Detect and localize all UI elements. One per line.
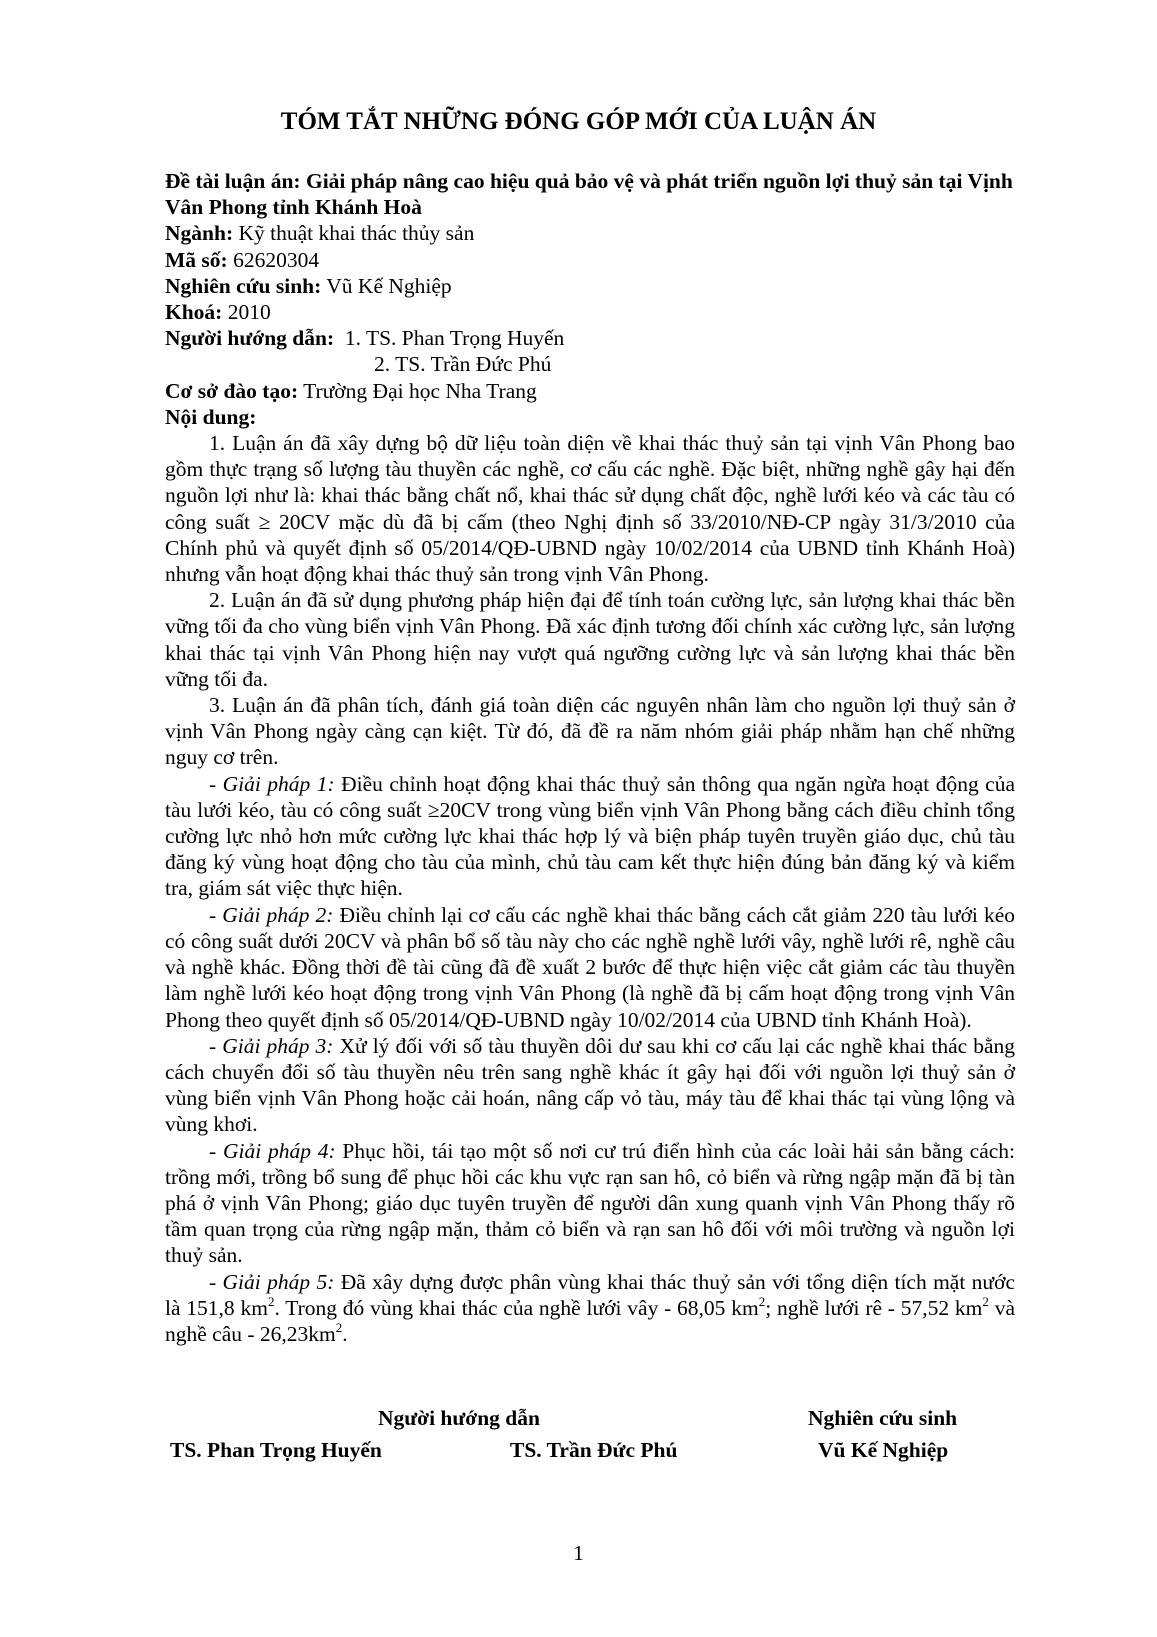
- solution-5-text-d: và nghề câu - 26,23km: [165, 1295, 1015, 1346]
- advisor-field-2: [165, 351, 1015, 377]
- page-title: TÓM TẮT NHỮNG ĐÓNG GÓP MỚI CỦA LUẬN ÁN: [280, 108, 877, 135]
- solution-2: [165, 902, 1015, 1033]
- topic-label: Đề tài luận án:: [165, 169, 301, 193]
- solution-5-text-e: .: [342, 1321, 348, 1346]
- institution-value: Trường Đại học Nha Trang: [303, 378, 537, 403]
- student-value: Vũ Kế Nghiệp: [326, 273, 452, 298]
- major-label: Ngành:: [165, 221, 234, 246]
- solution-4: [165, 1138, 1015, 1269]
- course-value: 2010: [227, 300, 271, 325]
- solution-3-text: Xử lý đối với số tàu thuyền dôi dư sau khi cơ cấu lại các nghề khai thác bằng cách chuyển đổi số tàu thuyền nêu trên sang nghề khác ít gây hại đối với nguồn lợi thuỷ sản ở vùng biển vịnh Vân Phong hoặc cải hoán, nâng cấp vỏ tàu, máy tàu để khai thác tại vùng lộng và vùng khơi.: [165, 1033, 1015, 1137]
- solution-1-label: - Giải pháp 1:: [209, 771, 335, 796]
- solution-5-text-b: . Trong đó vùng khai thác của nghề lưới vây - 68,05 km: [274, 1295, 759, 1320]
- solution-4-label: - Giải pháp 4:: [209, 1138, 336, 1163]
- topic-text: Giải pháp nâng cao hiệu quả bảo vệ và phát triển nguồn lợi thuỷ sản tại Vịnh Vân Phong tỉnh Khánh Hoà: [165, 169, 1013, 220]
- student-label: Nghiên cứu sinh:: [165, 273, 322, 298]
- solution-5-text-a: Đã xây dựng được phân vùng khai thác thuỷ sản với tổng diện tích mặt nước là 151,8 km: [165, 1269, 1015, 1320]
- paragraph-1: 1. Luận án đã xây dựng bộ dữ liệu toàn diện về khai thác thuỷ sản tại vịnh Vân Phong bao gồm thực trạng số lượng tàu thuyền các nghề, cơ cấu các nghề. Đặc biệt, những nghề gây hại đến nguồn lợi như là: khai thác bằng chất nổ, khai thác sử dụng chất độc, nghề lưới kéo và các tàu có công suất ≥ 20CV mặc dù đã bị cấm (theo Nghị định số 33/2010/NĐ-CP ngày 31/3/2010 của Chính phủ và quyết định số 05/2014/QĐ-UBND ngày 10/02/2014 của UBND tỉnh Khánh Hoà) nhưng vẫn hoạt động khai thác thuỷ sản trong vịnh Vân Phong.: [165, 431, 1015, 587]
- document-body: [165, 168, 1015, 1347]
- solution-5-text-c: ; nghề lưới rê - 57,52 km: [765, 1295, 983, 1320]
- solution-3-label: - Giải pháp 3:: [209, 1033, 334, 1058]
- paragraph-3: 3. Luận án đã phân tích, đánh giá toàn diện các nguyên nhân làm cho nguồn lợi thuỷ sản ở vịnh Vân Phong ngày càng cạn kiệt. Từ đó, đã đề ra năm nhóm giải pháp nhằm hạn chế những nguy cơ trên.: [165, 693, 1015, 770]
- solution-5: [165, 1269, 1015, 1348]
- code-value: 62620304: [233, 247, 320, 272]
- student-field: [165, 273, 1015, 299]
- advisor-1: 1. TS. Phan Trọng Huyến: [344, 326, 565, 351]
- solution-2-text: Điều chỉnh lại cơ cấu các nghề khai thác bằng cách cắt giảm 220 tàu lưới kéo có công suất dưới 20CV và phân bổ số tàu này cho các nghề nghề lưới vây, nghề lưới rê, nghề câu và nghề khác. Đồng thời đề tài cũng đã đề xuất 2 bước để thực hiện việc cắt giảm các tàu thuyền làm nghề lưới kéo hoạt động trong vịnh Vân Phong (là nghề đã bị cấm hoạt động trong vịnh Vân Phong theo quyết định số 05/2014/QĐ-UBND ngày 10/02/2014 của UBND tỉnh Khánh Hoà).: [165, 902, 1015, 1032]
- student-heading: Nghiên cứu sinh: [808, 1406, 958, 1430]
- advisor-label: Người hướng dẫn:: [165, 326, 335, 351]
- major-value: Kỹ thuật khai thác thủy sản: [238, 221, 475, 246]
- thesis-topic: [165, 168, 1015, 220]
- superscript: 2: [267, 1293, 275, 1309]
- course-label: Khoá:: [165, 300, 223, 325]
- solution-5-label: - Giải pháp 5:: [209, 1269, 335, 1294]
- solution-4-text: Phục hồi, tái tạo một số nơi cư trú điển hình của các loài hải sản bằng cách: trồng mới, trồng bổ sung để phục hồi các khu vực rạn san hô, cỏ biển và rừng ngập mặn đã bị tàn phá ở vịnh Vân Phong; giáo dục tuyên truyền để người dân xung quanh vịnh Vân Phong thấy rõ tầm quan trọng của rừng ngập mặn, thảm cỏ biển và rạn san hô đối với môi trường và nguồn lợi thuỷ sản.: [165, 1138, 1016, 1268]
- content-label: Nội dung:: [165, 404, 257, 429]
- advisor-1-signature-name: TS. Phan Trọng Huyến: [170, 1438, 382, 1462]
- student-signature-name: Vũ Kế Nghiệp: [818, 1438, 949, 1462]
- superscript: 2: [982, 1293, 989, 1309]
- advisor-2: 2. TS. Trần Đức Phú: [374, 352, 552, 377]
- superscript: 2: [758, 1293, 766, 1309]
- course-field: [165, 299, 1015, 325]
- solution-1-text: Điều chỉnh hoạt động khai thác thuỷ sản thông qua ngăn ngừa hoạt động của tàu lưới kéo, tàu có công suất ≥20CV trong vùng biển vịnh Vân Phong bằng cách điều chỉnh tổng cường lực nhỏ hơn mức cường lực khai thác hợp lý và biện pháp tuyên truyền giáo dục, chủ tàu đăng ký vùng hoạt động cho tàu của mình, chủ tàu cam kết thực hiện đúng bản đăng ký và kiểm tra, giám sát việc thực hiện.: [165, 771, 1015, 901]
- solution-3: [165, 1033, 1015, 1138]
- code-label: Mã số:: [165, 247, 228, 272]
- institution-label: Cơ sở đào tạo:: [165, 378, 299, 403]
- superscript: 2: [335, 1319, 343, 1335]
- code-field: [165, 247, 1015, 273]
- solution-2-label: - Giải pháp 2:: [209, 902, 334, 927]
- major-field: [165, 220, 1015, 246]
- solution-1: [165, 771, 1015, 902]
- page-number: 1: [573, 1541, 584, 1565]
- advisor-2-signature-name: TS. Trần Đức Phú: [510, 1438, 678, 1462]
- institution-field: [165, 378, 1015, 404]
- advisors-heading: Người hướng dẫn: [378, 1406, 540, 1430]
- paragraph-2: 2. Luận án đã sử dụng phương pháp hiện đại để tính toán cường lực, sản lượng khai thác bền vững tối đa cho vùng biển vịnh Vân Phong. Đã xác định tương đối chính xác cường lực, sản lượng khai thác tại vịnh Vân Phong hiện nay vượt quá ngưỡng cường lực và sản lượng khai thác bền vững tối đa.: [165, 588, 1015, 691]
- advisor-field: [165, 325, 1015, 351]
